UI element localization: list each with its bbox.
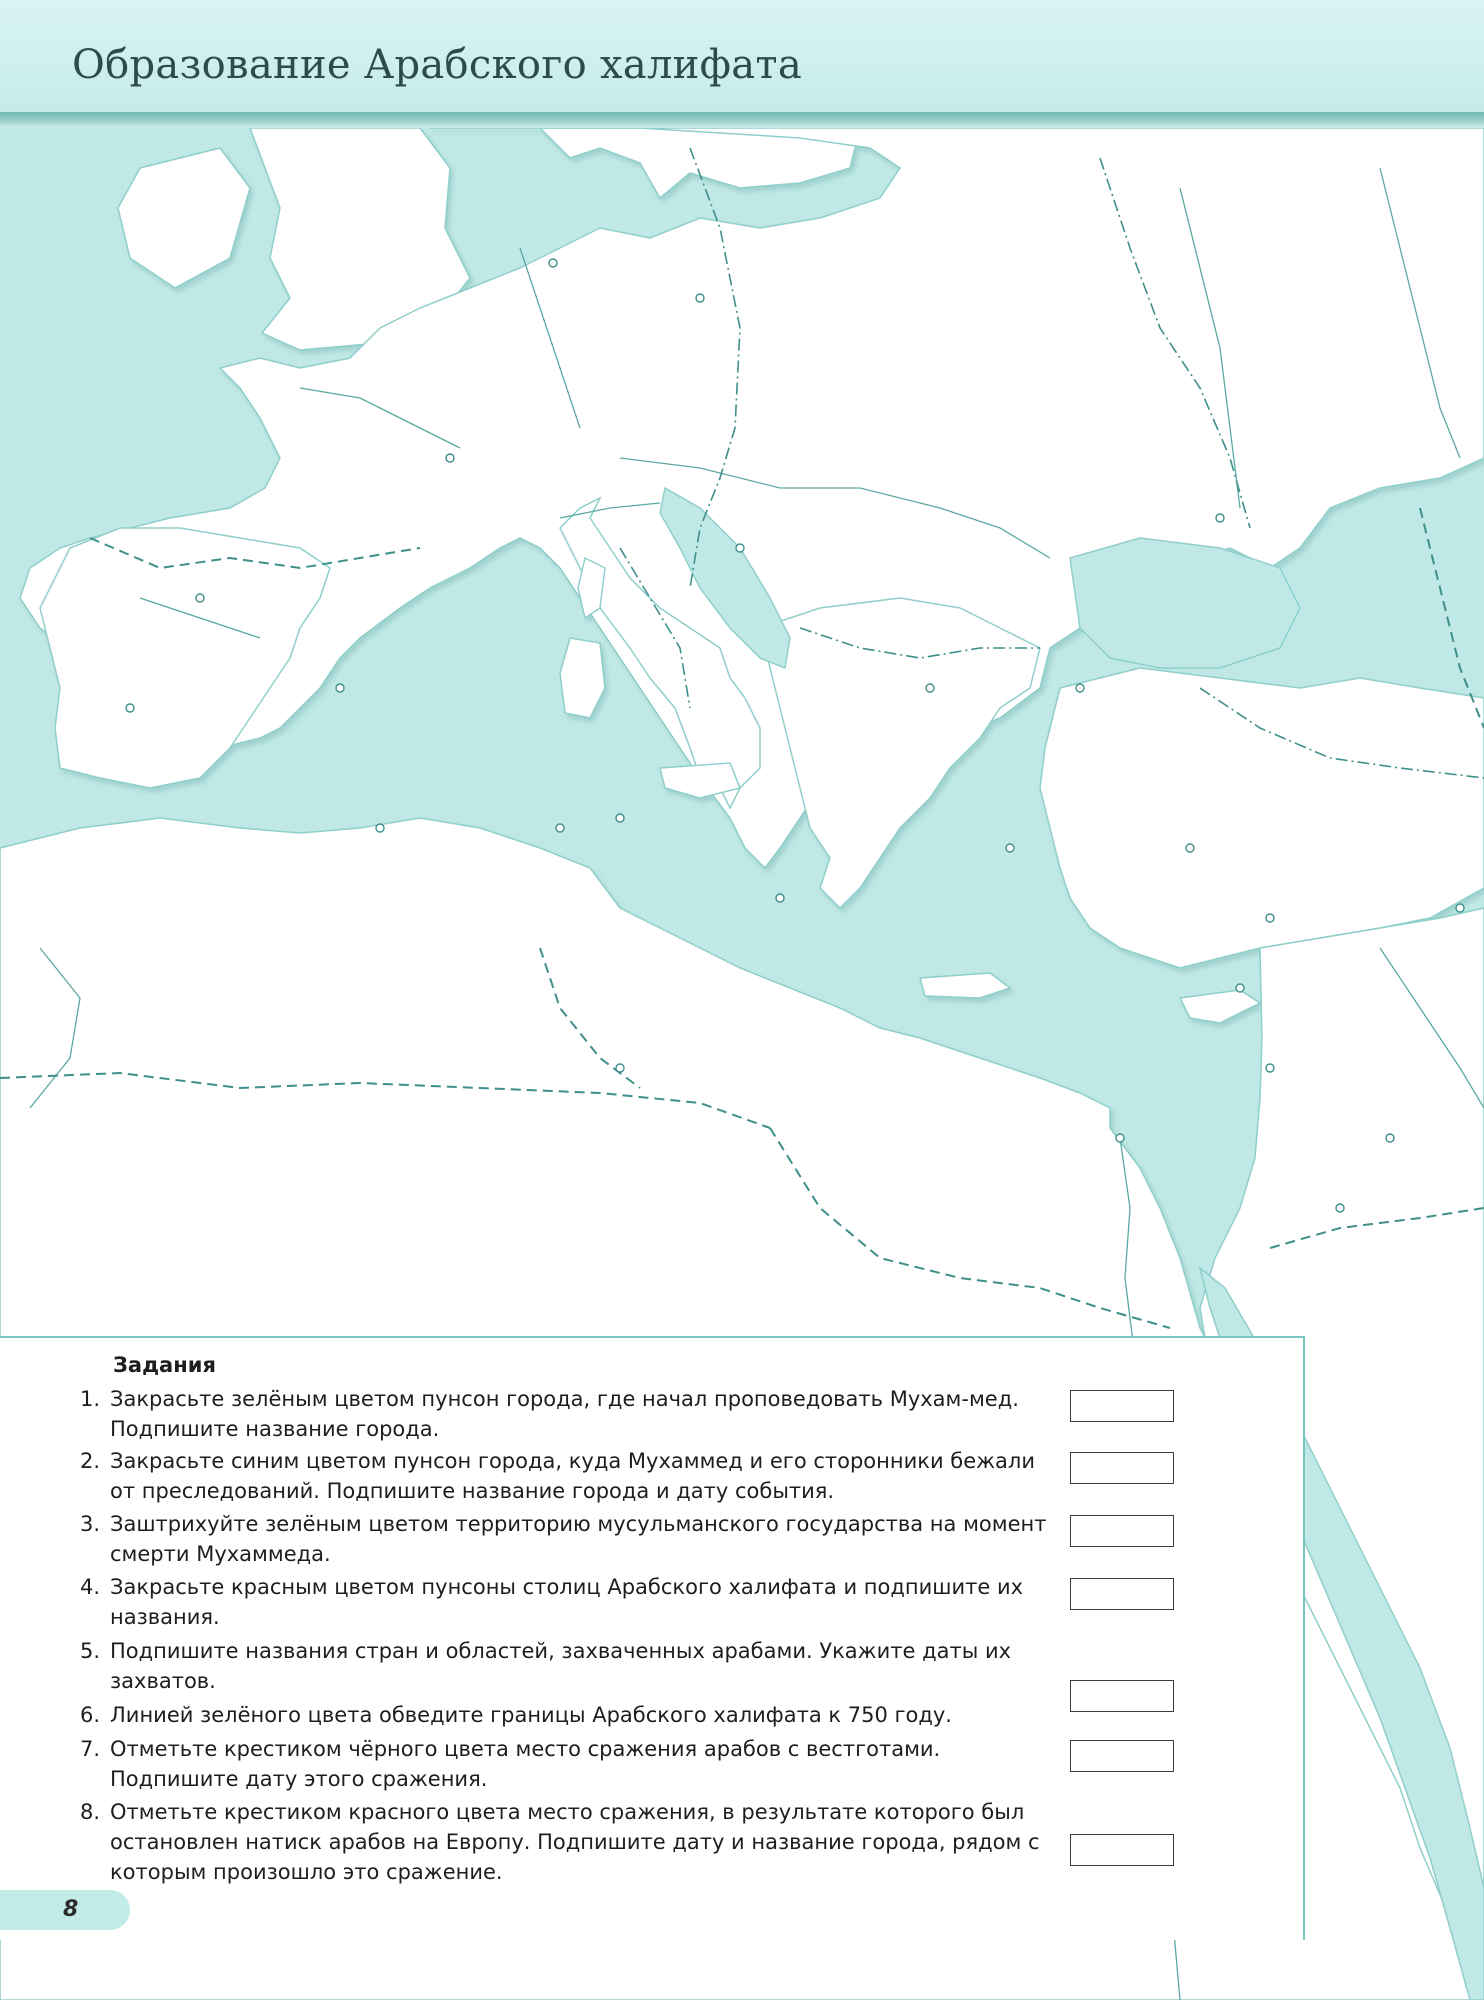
- city-marker: [696, 294, 704, 302]
- task-2: [80, 1446, 1060, 1506]
- task-text: Отметьте крестиком красного цвета место сражения, в результате которого был остановлен натиск арабов на Европу. Подпишите дату и название города, рядом с которым произошло это сражение.: [110, 1800, 1040, 1884]
- city-marker: [1456, 904, 1464, 912]
- city-marker: [1386, 1134, 1394, 1142]
- city-marker: [196, 594, 204, 602]
- task-4: [80, 1572, 1060, 1632]
- city-marker: [776, 894, 784, 902]
- city-marker: [1336, 1204, 1344, 1212]
- task-number: 2.: [80, 1449, 101, 1473]
- city-marker: [616, 814, 624, 822]
- task-number: 4.: [80, 1575, 101, 1599]
- task-number: 3.: [80, 1512, 101, 1536]
- answer-box-6[interactable]: [1070, 1680, 1174, 1712]
- task-8: [80, 1797, 1060, 1887]
- city-marker: [556, 824, 564, 832]
- city-marker: [549, 259, 557, 267]
- answer-box-4[interactable]: [1070, 1578, 1174, 1610]
- page-number: 8: [63, 1897, 79, 1922]
- answer-box-3[interactable]: [1070, 1515, 1174, 1547]
- city-marker: [1236, 984, 1244, 992]
- city-marker: [446, 454, 454, 462]
- task-text: Линией зелёного цвета обведите границы Арабского халифата к 750 году.: [110, 1703, 952, 1727]
- tasks-heading: Задания: [113, 1353, 216, 1377]
- city-marker: [616, 1064, 624, 1072]
- city-marker: [926, 684, 934, 692]
- city-marker: [1006, 844, 1014, 852]
- task-number: 8.: [80, 1800, 101, 1824]
- task-text: Заштрихуйте зелёным цветом территорию мусульманского государства на момент смерти Мухаммеда.: [110, 1512, 1047, 1566]
- task-number: 5.: [80, 1639, 101, 1663]
- task-text: Закрасьте зелёным цветом пунсон города, где начал проповедовать Мухам-мед. Подпишите название города.: [110, 1387, 1019, 1441]
- city-marker: [1116, 1134, 1124, 1142]
- city-marker: [126, 704, 134, 712]
- header-rule: [0, 112, 1484, 128]
- answer-box-1[interactable]: [1070, 1390, 1174, 1422]
- task-6: [80, 1700, 1060, 1730]
- task-1: [80, 1384, 1060, 1444]
- task-number: 6.: [80, 1703, 101, 1727]
- city-marker: [376, 824, 384, 832]
- city-marker: [1216, 514, 1224, 522]
- page-title: Образование Арабского халифата: [72, 42, 802, 88]
- city-marker: [336, 684, 344, 692]
- task-text: Закрасьте красным цветом пунсоны столиц Арабского халифата и подпишите их названия.: [110, 1575, 1024, 1629]
- city-marker: [1186, 844, 1194, 852]
- city-marker: [1076, 684, 1084, 692]
- task-number: 7.: [80, 1737, 101, 1761]
- task-7: [80, 1734, 1060, 1794]
- city-marker: [1266, 914, 1274, 922]
- city-marker: [736, 544, 744, 552]
- task-text: Отметьте крестиком чёрного цвета место сражения арабов с вестготами. Подпишите дату этого сражения.: [110, 1737, 941, 1791]
- answer-box-2[interactable]: [1070, 1452, 1174, 1484]
- city-marker: [1266, 1064, 1274, 1072]
- task-5: [80, 1636, 1060, 1696]
- task-text: Подпишите названия стран и областей, захваченных арабами. Укажите даты их захватов.: [110, 1639, 1012, 1693]
- answer-box-8[interactable]: [1070, 1834, 1174, 1866]
- answer-box-7[interactable]: [1070, 1740, 1174, 1772]
- task-number: 1.: [80, 1387, 101, 1411]
- task-3: [80, 1509, 1060, 1569]
- task-text: Закрасьте синим цветом пунсон города, куда Мухаммед и его сторонники бежали от преследований. Подпишите название города и дату события.: [110, 1449, 1035, 1503]
